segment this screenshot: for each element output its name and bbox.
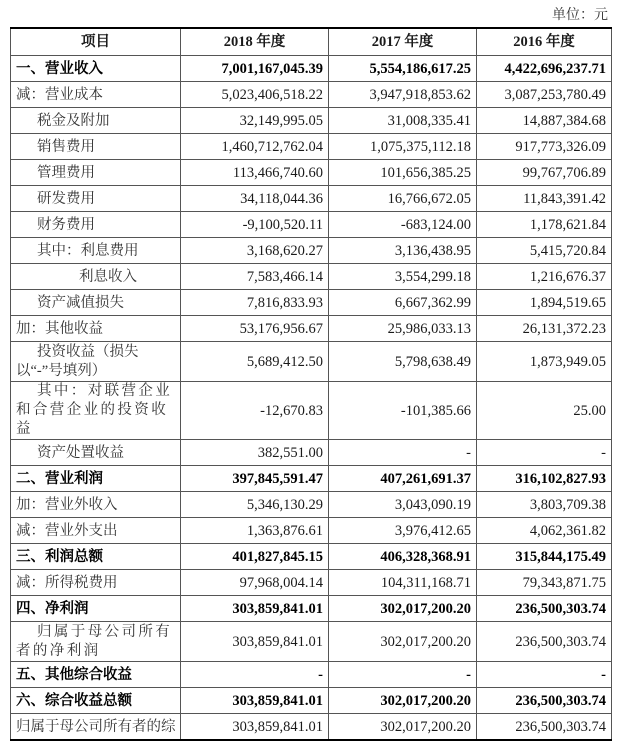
- value-2018: 303,859,841.01: [181, 688, 329, 714]
- table-row: [11, 134, 612, 160]
- table-row: [11, 382, 612, 440]
- value-2016: 236,500,303.74: [477, 688, 612, 714]
- row-label: 加：其他收益: [11, 316, 181, 342]
- table-row: [11, 596, 612, 622]
- table-row: [11, 160, 612, 186]
- row-label: 一、营业收入: [11, 56, 181, 82]
- value-2017: 3,976,412.65: [329, 518, 477, 544]
- value-2017: 16,766,672.05: [329, 186, 477, 212]
- value-2018: -9,100,520.11: [181, 212, 329, 238]
- table-row: [11, 186, 612, 212]
- value-2017: -: [329, 440, 477, 466]
- value-2018: 303,859,841.01: [181, 714, 329, 741]
- table-row: [11, 342, 612, 382]
- value-2017: 3,554,299.18: [329, 264, 477, 290]
- table-row: [11, 108, 612, 134]
- row-label: 减：营业成本: [11, 82, 181, 108]
- value-2016: 5,415,720.84: [477, 238, 612, 264]
- value-2016: -: [477, 662, 612, 688]
- table-row: [11, 264, 612, 290]
- value-2016: 1,894,519.65: [477, 290, 612, 316]
- row-label: 二、营业利润: [11, 466, 181, 492]
- value-2018: 53,176,956.67: [181, 316, 329, 342]
- table-row: [11, 570, 612, 596]
- table-row: [11, 518, 612, 544]
- table-header-row: [11, 28, 612, 56]
- value-2018: 113,466,740.60: [181, 160, 329, 186]
- value-2018: 7,816,833.93: [181, 290, 329, 316]
- value-2016: -: [477, 440, 612, 466]
- header-2016: 2016 年度: [477, 28, 612, 56]
- value-2018: 7,583,466.14: [181, 264, 329, 290]
- value-2018: -: [181, 662, 329, 688]
- value-2016: 316,102,827.93: [477, 466, 612, 492]
- value-2017: 302,017,200.20: [329, 596, 477, 622]
- value-2018: 303,859,841.01: [181, 622, 329, 662]
- value-2016: 236,500,303.74: [477, 714, 612, 741]
- value-2017: 6,667,362.99: [329, 290, 477, 316]
- table-row: [11, 238, 612, 264]
- value-2016: 99,767,706.89: [477, 160, 612, 186]
- row-label: 销售费用: [11, 134, 181, 160]
- value-2017: 5,798,638.49: [329, 342, 477, 382]
- value-2017: 101,656,385.25: [329, 160, 477, 186]
- value-2017: 302,017,200.20: [329, 714, 477, 741]
- value-2017: -101,385.66: [329, 382, 477, 440]
- value-2017: 407,261,691.37: [329, 466, 477, 492]
- value-2016: 4,422,696,237.71: [477, 56, 612, 82]
- header-item: 项目: [11, 28, 181, 56]
- value-2018: 5,023,406,518.22: [181, 82, 329, 108]
- value-2017: 1,075,375,112.18: [329, 134, 477, 160]
- value-2017: 302,017,200.20: [329, 622, 477, 662]
- row-label: 四、净利润: [11, 596, 181, 622]
- row-label: 加：营业外收入: [11, 492, 181, 518]
- row-label: 其中：对联营企业和合营企业的投资收益: [11, 382, 181, 440]
- value-2016: 26,131,372.23: [477, 316, 612, 342]
- value-2017: 3,947,918,853.62: [329, 82, 477, 108]
- row-label: 投资收益（损失以“-”号填列）: [11, 342, 181, 382]
- value-2018: 303,859,841.01: [181, 596, 329, 622]
- row-label: 减：所得税费用: [11, 570, 181, 596]
- table-row: [11, 622, 612, 662]
- row-label: 研发费用: [11, 186, 181, 212]
- value-2018: 5,346,130.29: [181, 492, 329, 518]
- unit-label: 单位：元: [552, 8, 608, 23]
- row-label: 三、利润总额: [11, 544, 181, 570]
- table-row: [11, 492, 612, 518]
- value-2018: 97,968,004.14: [181, 570, 329, 596]
- table-row: [11, 212, 612, 238]
- value-2017: 3,136,438.95: [329, 238, 477, 264]
- value-2018: 382,551.00: [181, 440, 329, 466]
- table-row: [11, 688, 612, 714]
- value-2016: 315,844,175.49: [477, 544, 612, 570]
- value-2016: 3,087,253,780.49: [477, 82, 612, 108]
- value-2018: 401,827,845.15: [181, 544, 329, 570]
- header-2018: 2018 年度: [181, 28, 329, 56]
- value-2018: 3,168,620.27: [181, 238, 329, 264]
- value-2016: 79,343,871.75: [477, 570, 612, 596]
- value-2018: 34,118,044.36: [181, 186, 329, 212]
- value-2017: 406,328,368.91: [329, 544, 477, 570]
- row-label: 管理费用: [11, 160, 181, 186]
- value-2016: 1,216,676.37: [477, 264, 612, 290]
- row-label: 税金及附加: [11, 108, 181, 134]
- row-label: 资产处置收益: [11, 440, 181, 466]
- value-2018: 32,149,995.05: [181, 108, 329, 134]
- row-label: 六、综合收益总额: [11, 688, 181, 714]
- value-2017: 104,311,168.71: [329, 570, 477, 596]
- row-label: 利息收入: [11, 264, 181, 290]
- value-2018: 1,460,712,762.04: [181, 134, 329, 160]
- value-2018: 1,363,876.61: [181, 518, 329, 544]
- row-label: 归属于母公司所有者的综: [11, 714, 181, 741]
- value-2016: 3,803,709.38: [477, 492, 612, 518]
- row-label: 资产减值损失: [11, 290, 181, 316]
- income-statement-table: [10, 27, 612, 741]
- table-row: [11, 316, 612, 342]
- value-2017: 3,043,090.19: [329, 492, 477, 518]
- value-2016: 236,500,303.74: [477, 596, 612, 622]
- value-2016: 14,887,384.68: [477, 108, 612, 134]
- value-2016: 11,843,391.42: [477, 186, 612, 212]
- table-row: [11, 714, 612, 741]
- row-label: 减：营业外支出: [11, 518, 181, 544]
- value-2018: 7,001,167,045.39: [181, 56, 329, 82]
- value-2018: -12,670.83: [181, 382, 329, 440]
- row-label: 五、其他综合收益: [11, 662, 181, 688]
- row-label: 财务费用: [11, 212, 181, 238]
- table-row: [11, 440, 612, 466]
- value-2016: 25.00: [477, 382, 612, 440]
- value-2016: 1,178,621.84: [477, 212, 612, 238]
- table-row: [11, 56, 612, 82]
- value-2018: 5,689,412.50: [181, 342, 329, 382]
- value-2017: 31,008,335.41: [329, 108, 477, 134]
- table-row: [11, 82, 612, 108]
- table-row: [11, 290, 612, 316]
- value-2018: 397,845,591.47: [181, 466, 329, 492]
- value-2017: 302,017,200.20: [329, 688, 477, 714]
- row-label: 归属于母公司所有者的净利润: [11, 622, 181, 662]
- value-2016: 917,773,326.09: [477, 134, 612, 160]
- value-2017: 25,986,033.13: [329, 316, 477, 342]
- value-2017: -: [329, 662, 477, 688]
- table-row: [11, 466, 612, 492]
- table-row: [11, 544, 612, 570]
- value-2016: 236,500,303.74: [477, 622, 612, 662]
- table-row: [11, 662, 612, 688]
- value-2016: 1,873,949.05: [477, 342, 612, 382]
- value-2016: 4,062,361.82: [477, 518, 612, 544]
- row-label: 其中：利息费用: [11, 238, 181, 264]
- header-2017: 2017 年度: [329, 28, 477, 56]
- value-2017: -683,124.00: [329, 212, 477, 238]
- value-2017: 5,554,186,617.25: [329, 56, 477, 82]
